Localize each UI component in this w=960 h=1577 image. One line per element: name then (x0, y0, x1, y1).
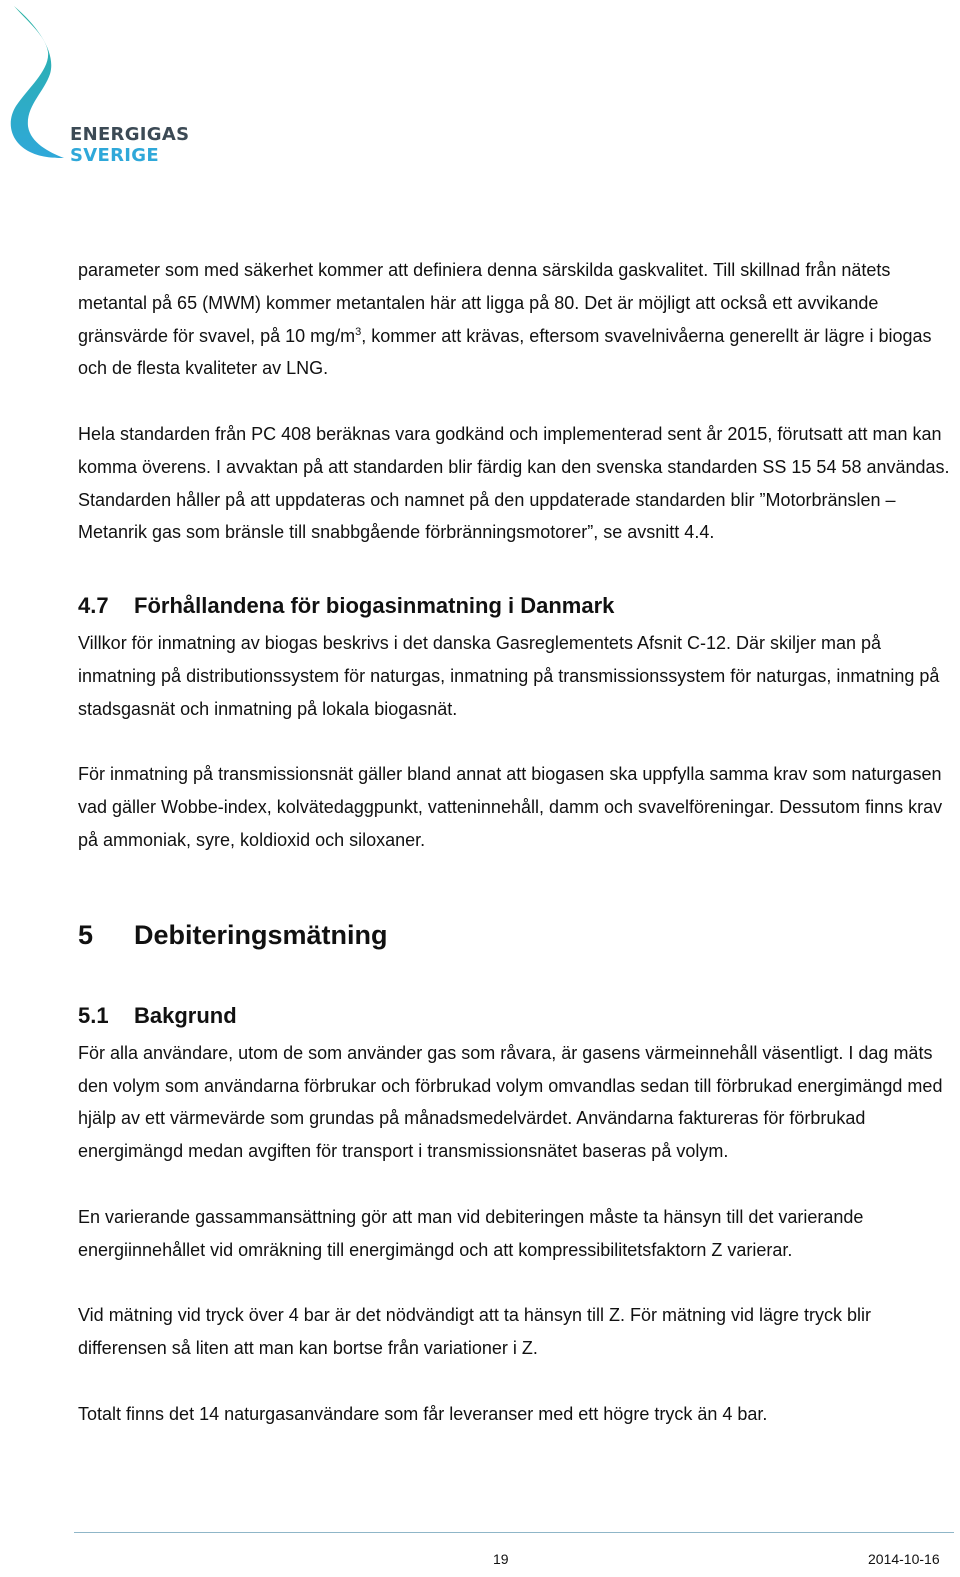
logo-wordmark (70, 124, 189, 166)
heading-5-1: 5.1 Bakgrund (78, 1002, 237, 1028)
logo-line-sverige: SVERIGE (70, 145, 159, 166)
heading-5: 5 Debiteringsmätning (78, 919, 388, 950)
paragraph-5-1-users: Totalt finns det 14 naturgasanvändare som får leveranser med ett högre tryck än 4 bar. (78, 1403, 768, 1424)
paragraph-gas-quality: parameter som med säkerhet kommer att definiera denna särskilda gaskvalitet. Till skillnad från nätets metantal på 65 (MWM) kommer metantalen här att ligga på 80. Det är möjligt att också ett avvikande gränsvärde för svavel, på 10 $mg/m^3$, kommer att krävas, eftersom svavelnivåerna generellt är lägre i biogas och de flesta kvaliteter av LNG. (78, 260, 932, 379)
paragraph-4-7-transmission: För inmatning på transmissionsnät gäller bland annat att biogasen ska uppfylla samma krav som naturgasen vad gäller Wobbe-index, kolvätedaggpunkt, vatteninnehåll, damm och svavelföreningar. Dessutom finns krav på ammoniak, syre, koldioxid och siloxaner. (78, 764, 943, 850)
paragraph-5-1-composition: En varierande gassammansättning gör att man vid debiteringen måste ta hänsyn till det varierande energiinnehållet vid omräkning till energimängd och att kompressibilitetsfaktorn Z varierar. (78, 1206, 864, 1260)
document-body (78, 254, 952, 1430)
logo-line-energigas: ENERGIGAS (70, 124, 190, 145)
page-number: 19 (493, 1551, 509, 1567)
flame-wave-icon (4, 6, 74, 166)
heading-4-7: 4.7 Förhållandena för biogasinmatning i Danmark (78, 593, 615, 619)
paragraph-5-1-background: För alla användare, utom de som använder gas som råvara, är gasens värmeinnehåll väsentligt. I dag mäts den volym som användarna förbrukar och förbrukad volym omvandlas sedan till förbrukad energimängd med hjälp av ett värmevärde som grundas på månadsmedelvärdet. Användarna faktureras för förbrukad energimängd medan avgiften för transport i transmissionsnätet baseras på volym. (78, 1042, 943, 1162)
footer-divider (74, 1532, 954, 1533)
paragraph-4-7-conditions: Villkor för inmatning av biogas beskrivs i det danska Gasreglementets Afsnit C-12. Där skiljer man på inmatning på distributionssystem för naturgas, inmatning på transmissionssystem för naturgas, inmatning på stadsgasnät och inmatning på lokala biogasnät. (78, 633, 940, 719)
paragraph-5-1-pressure: Vid mätning vid tryck över 4 bar är det nödvändigt att ta hänsyn till Z. För mätning vid lägre tryck blir differensen så liten att man kan bortse från variationer i Z. (78, 1305, 872, 1358)
footer-date: 2014-10-16 (868, 1551, 940, 1567)
energigas-sverige-logo (4, 6, 194, 166)
paragraph-standard: Hela standarden från PC 408 beräknas vara godkänd och implementerad sent år 2015, förutsatt att man kan komma överens. I avvaktan på att standarden blir färdig kan den svenska standarden SS 15 54 58 användas. Standarden håller på att uppdateras och namnet på den uppdaterade standarden blir ”Motorbränslen – Metanrik gas som bränsle till snabbgående förbränningsmotorer”, se avsnitt 4.4. (78, 423, 950, 543)
